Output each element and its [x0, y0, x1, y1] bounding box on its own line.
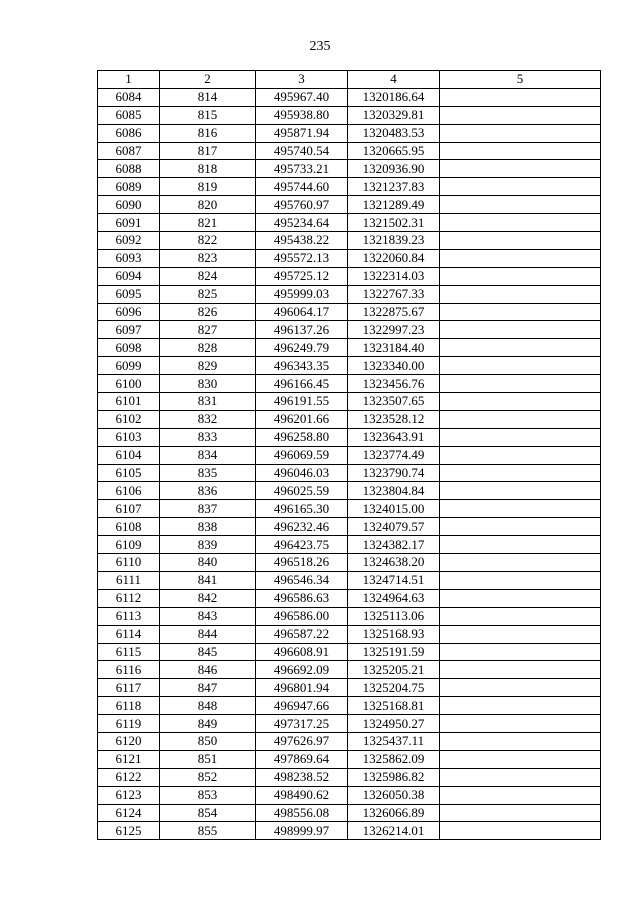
table-cell-col-5 [440, 643, 601, 661]
table-cell-col-3: 496608.91 [256, 643, 348, 661]
table-cell-col-3: 496137.26 [256, 321, 348, 339]
table-cell-col-2: 833 [160, 428, 256, 446]
table-cell-col-1: 6091 [98, 214, 160, 232]
table-row [98, 679, 601, 697]
table-row [98, 804, 601, 822]
table-cell-col-4: 1321289.49 [348, 196, 440, 214]
table-cell-col-4: 1322767.33 [348, 285, 440, 303]
table-cell-col-2: 825 [160, 285, 256, 303]
table-cell-col-5 [440, 571, 601, 589]
table-cell-col-4: 1323804.84 [348, 482, 440, 500]
table-row [98, 536, 601, 554]
table-row [98, 822, 601, 840]
table-cell-col-5 [440, 142, 601, 160]
table-cell-col-2: 824 [160, 267, 256, 285]
table-row [98, 625, 601, 643]
table-cell-col-1: 6116 [98, 661, 160, 679]
table-cell-col-3: 495871.94 [256, 124, 348, 142]
table-cell-col-1: 6125 [98, 822, 160, 840]
table-cell-col-2: 821 [160, 214, 256, 232]
table-cell-col-5 [440, 804, 601, 822]
table-cell-col-2: 822 [160, 232, 256, 250]
table-cell-col-1: 6098 [98, 339, 160, 357]
table-cell-col-1: 6101 [98, 393, 160, 411]
table-cell-col-5 [440, 357, 601, 375]
column-header-2: 2 [160, 71, 256, 89]
table-row [98, 661, 601, 679]
table-row [98, 697, 601, 715]
table-cell-col-3: 496586.63 [256, 589, 348, 607]
table-cell-col-2: 840 [160, 554, 256, 572]
table-cell-col-5 [440, 768, 601, 786]
table-cell-col-5 [440, 732, 601, 750]
table-cell-col-2: 814 [160, 88, 256, 106]
table-row [98, 375, 601, 393]
table-row [98, 428, 601, 446]
table-cell-col-3: 498490.62 [256, 786, 348, 804]
table-cell-col-3: 496069.59 [256, 446, 348, 464]
table-cell-col-5 [440, 321, 601, 339]
table-row [98, 214, 601, 232]
table-cell-col-4: 1320665.95 [348, 142, 440, 160]
table-cell-col-4: 1323507.65 [348, 393, 440, 411]
table-cell-col-2: 835 [160, 464, 256, 482]
table-cell-col-4: 1325986.82 [348, 768, 440, 786]
column-header-5: 5 [440, 71, 601, 89]
table-cell-col-2: 836 [160, 482, 256, 500]
table-cell-col-1: 6093 [98, 249, 160, 267]
table-row [98, 303, 601, 321]
table-row [98, 518, 601, 536]
table-cell-col-1: 6111 [98, 571, 160, 589]
table-cell-col-5 [440, 786, 601, 804]
table-cell-col-2: 849 [160, 715, 256, 733]
table-cell-col-3: 496518.26 [256, 554, 348, 572]
table-row [98, 267, 601, 285]
table-cell-col-4: 1320483.53 [348, 124, 440, 142]
table-cell-col-1: 6097 [98, 321, 160, 339]
table-cell-col-2: 848 [160, 697, 256, 715]
table-cell-col-1: 6096 [98, 303, 160, 321]
table-cell-col-2: 837 [160, 500, 256, 518]
table-cell-col-1: 6088 [98, 160, 160, 178]
table-cell-col-3: 496232.46 [256, 518, 348, 536]
table-cell-col-4: 1322875.67 [348, 303, 440, 321]
table-cell-col-3: 496166.45 [256, 375, 348, 393]
table-cell-col-3: 497317.25 [256, 715, 348, 733]
table-cell-col-1: 6119 [98, 715, 160, 733]
table-cell-col-1: 6107 [98, 500, 160, 518]
table-cell-col-1: 6085 [98, 106, 160, 124]
table-cell-col-4: 1325862.09 [348, 750, 440, 768]
table-cell-col-4: 1325168.93 [348, 625, 440, 643]
table-cell-col-4: 1321502.31 [348, 214, 440, 232]
table-cell-col-3: 495938.80 [256, 106, 348, 124]
table-row [98, 607, 601, 625]
table-cell-col-5 [440, 249, 601, 267]
table-cell-col-1: 6106 [98, 482, 160, 500]
table-cell-col-2: 844 [160, 625, 256, 643]
table-cell-col-5 [440, 661, 601, 679]
table-cell-col-4: 1324382.17 [348, 536, 440, 554]
table-cell-col-5 [440, 178, 601, 196]
table-cell-col-4: 1321839.23 [348, 232, 440, 250]
table-cell-col-4: 1324964.63 [348, 589, 440, 607]
table-cell-col-3: 498999.97 [256, 822, 348, 840]
table-cell-col-4: 1324950.27 [348, 715, 440, 733]
table-cell-col-4: 1326066.89 [348, 804, 440, 822]
table-cell-col-2: 827 [160, 321, 256, 339]
table-cell-col-3: 496947.66 [256, 697, 348, 715]
table-cell-col-5 [440, 285, 601, 303]
table-cell-col-5 [440, 607, 601, 625]
table-cell-col-2: 823 [160, 249, 256, 267]
table-cell-col-5 [440, 106, 601, 124]
table-cell-col-2: 831 [160, 393, 256, 411]
table-row [98, 768, 601, 786]
table-cell-col-3: 496201.66 [256, 410, 348, 428]
table-cell-col-4: 1326214.01 [348, 822, 440, 840]
table-cell-col-5 [440, 214, 601, 232]
table-row [98, 786, 601, 804]
table-cell-col-2: 842 [160, 589, 256, 607]
table-cell-col-4: 1323340.00 [348, 357, 440, 375]
table-row [98, 500, 601, 518]
table-cell-col-2: 816 [160, 124, 256, 142]
table-cell-col-3: 496046.03 [256, 464, 348, 482]
table-cell-col-3: 496546.34 [256, 571, 348, 589]
table-cell-col-2: 832 [160, 410, 256, 428]
table-cell-col-2: 819 [160, 178, 256, 196]
table-cell-col-1: 6103 [98, 428, 160, 446]
table-cell-col-5 [440, 464, 601, 482]
table-row [98, 178, 601, 196]
table-cell-col-4: 1323184.40 [348, 339, 440, 357]
table-row [98, 339, 601, 357]
table-row [98, 88, 601, 106]
table-cell-col-4: 1323790.74 [348, 464, 440, 482]
table-cell-col-3: 496064.17 [256, 303, 348, 321]
coordinates-table [97, 70, 601, 840]
table-cell-col-4: 1324079.57 [348, 518, 440, 536]
table-body [98, 88, 601, 839]
table-row [98, 410, 601, 428]
table-row [98, 643, 601, 661]
table-cell-col-4: 1325437.11 [348, 732, 440, 750]
table-cell-col-4: 1325191.59 [348, 643, 440, 661]
table-cell-col-3: 496587.22 [256, 625, 348, 643]
table-row [98, 482, 601, 500]
table-cell-col-1: 6123 [98, 786, 160, 804]
table-cell-col-1: 6102 [98, 410, 160, 428]
table-row [98, 285, 601, 303]
table-cell-col-4: 1323643.91 [348, 428, 440, 446]
table-cell-col-1: 6112 [98, 589, 160, 607]
table-cell-col-5 [440, 822, 601, 840]
table-cell-col-1: 6099 [98, 357, 160, 375]
table-cell-col-2: 841 [160, 571, 256, 589]
table-cell-col-2: 851 [160, 750, 256, 768]
table-cell-col-2: 839 [160, 536, 256, 554]
table-cell-col-3: 495740.54 [256, 142, 348, 160]
column-header-1: 1 [98, 71, 160, 89]
table-cell-col-4: 1325113.06 [348, 607, 440, 625]
table-row [98, 750, 601, 768]
table-cell-col-1: 6122 [98, 768, 160, 786]
table-cell-col-1: 6113 [98, 607, 160, 625]
table-cell-col-1: 6095 [98, 285, 160, 303]
table-row [98, 142, 601, 160]
table-cell-col-4: 1322997.23 [348, 321, 440, 339]
table-cell-col-2: 830 [160, 375, 256, 393]
table-row [98, 715, 601, 733]
table-row [98, 571, 601, 589]
table-cell-col-4: 1324638.20 [348, 554, 440, 572]
table-cell-col-5 [440, 697, 601, 715]
table-cell-col-3: 497869.64 [256, 750, 348, 768]
table-cell-col-3: 496191.55 [256, 393, 348, 411]
table-cell-col-2: 855 [160, 822, 256, 840]
table-cell-col-5 [440, 339, 601, 357]
table-cell-col-3: 495438.22 [256, 232, 348, 250]
table-cell-col-5 [440, 428, 601, 446]
table-cell-col-3: 495967.40 [256, 88, 348, 106]
table-cell-col-2: 826 [160, 303, 256, 321]
table-cell-col-3: 496586.00 [256, 607, 348, 625]
table-row [98, 554, 601, 572]
table-cell-col-3: 496258.80 [256, 428, 348, 446]
table-row [98, 446, 601, 464]
table-cell-col-3: 496249.79 [256, 339, 348, 357]
table-cell-col-3: 495760.97 [256, 196, 348, 214]
table-row [98, 106, 601, 124]
table-cell-col-3: 495572.13 [256, 249, 348, 267]
table-cell-col-3: 496423.75 [256, 536, 348, 554]
table-cell-col-5 [440, 232, 601, 250]
table-cell-col-2: 818 [160, 160, 256, 178]
table-cell-col-1: 6100 [98, 375, 160, 393]
table-cell-col-4: 1322314.03 [348, 267, 440, 285]
table-cell-col-5 [440, 536, 601, 554]
table-cell-col-5 [440, 124, 601, 142]
table-cell-col-1: 6109 [98, 536, 160, 554]
table-cell-col-2: 854 [160, 804, 256, 822]
table-row [98, 321, 601, 339]
table-cell-col-1: 6118 [98, 697, 160, 715]
table-cell-col-2: 846 [160, 661, 256, 679]
table-cell-col-1: 6089 [98, 178, 160, 196]
table-cell-col-5 [440, 482, 601, 500]
table-cell-col-1: 6114 [98, 625, 160, 643]
table-row [98, 393, 601, 411]
table-row [98, 357, 601, 375]
table-cell-col-3: 495234.64 [256, 214, 348, 232]
table-header [98, 71, 601, 89]
table-cell-col-5 [440, 303, 601, 321]
table-cell-col-2: 853 [160, 786, 256, 804]
table-cell-col-3: 498238.52 [256, 768, 348, 786]
table-row [98, 464, 601, 482]
table-cell-col-2: 852 [160, 768, 256, 786]
table-cell-col-4: 1325204.75 [348, 679, 440, 697]
table-cell-col-4: 1323528.12 [348, 410, 440, 428]
table-cell-col-4: 1324714.51 [348, 571, 440, 589]
table-cell-col-1: 6092 [98, 232, 160, 250]
table-cell-col-3: 495733.21 [256, 160, 348, 178]
table-row [98, 732, 601, 750]
table-cell-col-2: 838 [160, 518, 256, 536]
table-row [98, 589, 601, 607]
table-cell-col-1: 6104 [98, 446, 160, 464]
table-cell-col-5 [440, 625, 601, 643]
table-cell-col-1: 6084 [98, 88, 160, 106]
table-cell-col-5 [440, 715, 601, 733]
table-cell-col-4: 1320936.90 [348, 160, 440, 178]
page-number: 235 [309, 39, 331, 54]
table-cell-col-5 [440, 446, 601, 464]
table-cell-col-5 [440, 393, 601, 411]
column-header-3: 3 [256, 71, 348, 89]
table-cell-col-3: 498556.08 [256, 804, 348, 822]
table-cell-col-2: 817 [160, 142, 256, 160]
table-cell-col-4: 1321237.83 [348, 178, 440, 196]
table-cell-col-1: 6090 [98, 196, 160, 214]
table-cell-col-5 [440, 267, 601, 285]
table-cell-col-2: 845 [160, 643, 256, 661]
table-cell-col-3: 496692.09 [256, 661, 348, 679]
table-cell-col-3: 495725.12 [256, 267, 348, 285]
table-row [98, 124, 601, 142]
table-cell-col-3: 496343.35 [256, 357, 348, 375]
table-cell-col-4: 1322060.84 [348, 249, 440, 267]
table-cell-col-5 [440, 518, 601, 536]
table-cell-col-4: 1325205.21 [348, 661, 440, 679]
table-cell-col-4: 1324015.00 [348, 500, 440, 518]
table-cell-col-5 [440, 750, 601, 768]
table-cell-col-1: 6087 [98, 142, 160, 160]
table-row [98, 160, 601, 178]
table-cell-col-1: 6115 [98, 643, 160, 661]
table-cell-col-5 [440, 554, 601, 572]
table-row [98, 249, 601, 267]
table-cell-col-1: 6108 [98, 518, 160, 536]
table-cell-col-3: 497626.97 [256, 732, 348, 750]
header-row [98, 71, 601, 89]
table-cell-col-4: 1326050.38 [348, 786, 440, 804]
table-cell-col-2: 820 [160, 196, 256, 214]
table-cell-col-2: 847 [160, 679, 256, 697]
table-cell-col-1: 6086 [98, 124, 160, 142]
table-cell-col-4: 1325168.81 [348, 697, 440, 715]
table-row [98, 196, 601, 214]
table-cell-col-2: 850 [160, 732, 256, 750]
table-cell-col-2: 829 [160, 357, 256, 375]
table-cell-col-5 [440, 500, 601, 518]
table-cell-col-2: 815 [160, 106, 256, 124]
table-cell-col-4: 1323456.76 [348, 375, 440, 393]
table-cell-col-4: 1323774.49 [348, 446, 440, 464]
table-cell-col-2: 843 [160, 607, 256, 625]
table-cell-col-5 [440, 410, 601, 428]
table-cell-col-4: 1320329.81 [348, 106, 440, 124]
table-cell-col-2: 834 [160, 446, 256, 464]
table-cell-col-2: 828 [160, 339, 256, 357]
table-cell-col-1: 6120 [98, 732, 160, 750]
table-cell-col-1: 6121 [98, 750, 160, 768]
table-cell-col-3: 496801.94 [256, 679, 348, 697]
table-cell-col-5 [440, 679, 601, 697]
table-cell-col-4: 1320186.64 [348, 88, 440, 106]
table-cell-col-3: 495999.03 [256, 285, 348, 303]
table-cell-col-5 [440, 196, 601, 214]
table-cell-col-5 [440, 160, 601, 178]
table-cell-col-1: 6110 [98, 554, 160, 572]
table-cell-col-5 [440, 589, 601, 607]
table-cell-col-3: 496165.30 [256, 500, 348, 518]
column-header-4: 4 [348, 71, 440, 89]
table-cell-col-1: 6094 [98, 267, 160, 285]
table-row [98, 232, 601, 250]
table-cell-col-5 [440, 88, 601, 106]
table-cell-col-5 [440, 375, 601, 393]
table-cell-col-1: 6117 [98, 679, 160, 697]
table-cell-col-1: 6124 [98, 804, 160, 822]
table-cell-col-3: 495744.60 [256, 178, 348, 196]
table-cell-col-1: 6105 [98, 464, 160, 482]
table-cell-col-3: 496025.59 [256, 482, 348, 500]
